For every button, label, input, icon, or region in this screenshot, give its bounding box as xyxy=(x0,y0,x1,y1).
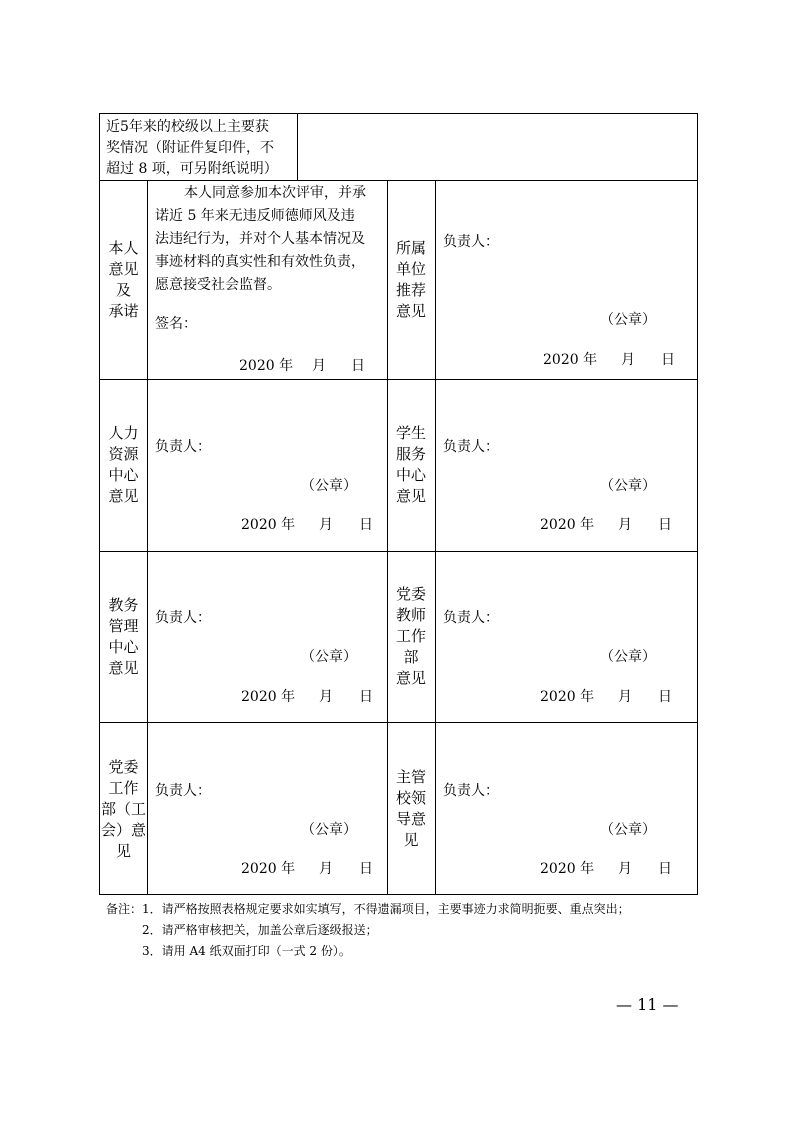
row-divider xyxy=(100,722,697,723)
student-date-day: 日 xyxy=(658,517,672,533)
unit-seal-label: （公章） xyxy=(600,312,656,328)
column-divider xyxy=(147,180,148,894)
leader-date-year: 2020 年 xyxy=(540,861,595,877)
awards-label-line: 超过 8 项，可另附纸说明） xyxy=(106,161,278,177)
unit-date-day: 日 xyxy=(661,352,675,368)
party-dept-label: 党委 工作 部（工 会）意 见 xyxy=(100,758,146,860)
unit-label: 所属 单位 推荐 意见 xyxy=(395,239,426,320)
notes-prefix: 备注： xyxy=(106,902,143,916)
academic-date-month: 月 xyxy=(319,689,333,705)
leader-label: 主管 校领 导意 见 xyxy=(395,768,426,849)
application-form-table xyxy=(99,113,698,895)
page-number: — 11 — xyxy=(616,995,679,1014)
student-label: 学生 服务 中心 意见 xyxy=(395,424,426,505)
teacher-dept-date-day: 日 xyxy=(658,689,672,705)
student-responsible-label[interactable]: 负责人： xyxy=(443,439,499,455)
teacher-dept-label: 党委 教师 工作 部 意见 xyxy=(395,585,426,687)
row-divider xyxy=(100,180,697,181)
pledge-text-line: 本人同意参加本次评审，并承 xyxy=(184,185,366,201)
academic-date-day: 日 xyxy=(359,689,373,705)
student-date-year: 2020 年 xyxy=(540,517,595,533)
academic-date-year: 2020 年 xyxy=(241,689,296,705)
leader-responsible-label[interactable]: 负责人： xyxy=(443,783,499,799)
teacher-dept-seal-label: （公章） xyxy=(600,649,656,665)
row-divider xyxy=(100,379,697,380)
unit-date-year: 2020 年 xyxy=(543,352,598,368)
pledge-text-line: 愿意接受社会监督。 xyxy=(155,277,281,293)
note-item: 1．请严格按照表格规定要求如实填写，不得遗漏项目，主要事迹力求简明扼要、重点突出； xyxy=(142,902,630,916)
column-divider xyxy=(435,180,436,894)
pledge-date-day: 日 xyxy=(351,358,365,374)
leader-date-month: 月 xyxy=(618,861,632,877)
leader-seal-label: （公章） xyxy=(600,822,656,838)
academic-label: 教务 管理 中心 意见 xyxy=(108,596,139,677)
teacher-dept-date-month: 月 xyxy=(618,689,632,705)
awards-label-line: 近5年来的校级以上主要获 xyxy=(106,119,269,135)
party-dept-responsible-label[interactable]: 负责人： xyxy=(155,783,211,799)
signature-label[interactable]: 签名： xyxy=(155,316,197,332)
student-seal-label: （公章） xyxy=(600,478,656,494)
note-line xyxy=(106,899,630,920)
student-date-month: 月 xyxy=(618,517,632,533)
column-divider xyxy=(297,114,298,180)
unit-responsible-label[interactable]: 负责人： xyxy=(443,234,499,250)
pledge-text-line: 法违纪行为，并对个人基本情况及 xyxy=(155,231,365,247)
note-item: 2．请严格审核把关，加盖公章后逐级报送； xyxy=(142,923,378,937)
unit-date-month: 月 xyxy=(621,352,635,368)
note-line xyxy=(106,920,630,941)
hr-responsible-label[interactable]: 负责人： xyxy=(155,439,211,455)
pledge-date-month: 月 xyxy=(312,358,326,374)
academic-seal-label: （公章） xyxy=(301,649,357,665)
pledge-label: 本人 意见 及 承诺 xyxy=(108,239,139,320)
teacher-dept-date-year: 2020 年 xyxy=(540,689,595,705)
party-dept-date-month: 月 xyxy=(319,861,333,877)
hr-date-day: 日 xyxy=(359,517,373,533)
pledge-text-line: 诺近 5 年来无违反师德师风及违 xyxy=(155,208,355,224)
hr-date-month: 月 xyxy=(319,517,333,533)
note-item: 3．请用 A4 纸双面打印（一式 2 份）。 xyxy=(142,944,351,958)
row-divider xyxy=(100,551,697,552)
awards-label-line: 奖情况（附证件复印件，不 xyxy=(106,140,274,156)
party-dept-date-day: 日 xyxy=(359,861,373,877)
pledge-date-year: 2020 年 xyxy=(239,358,294,374)
form-notes xyxy=(106,899,630,962)
note-line xyxy=(106,941,630,962)
leader-date-day: 日 xyxy=(658,861,672,877)
academic-responsible-label[interactable]: 负责人： xyxy=(155,610,211,626)
hr-label: 人力 资源 中心 意见 xyxy=(108,424,139,505)
teacher-dept-responsible-label[interactable]: 负责人： xyxy=(443,610,499,626)
hr-date-year: 2020 年 xyxy=(241,517,296,533)
party-dept-seal-label: （公章） xyxy=(301,822,357,838)
hr-seal-label: （公章） xyxy=(301,478,357,494)
pledge-text-line: 事迹材料的真实性和有效性负责， xyxy=(155,254,365,270)
party-dept-date-year: 2020 年 xyxy=(241,861,296,877)
